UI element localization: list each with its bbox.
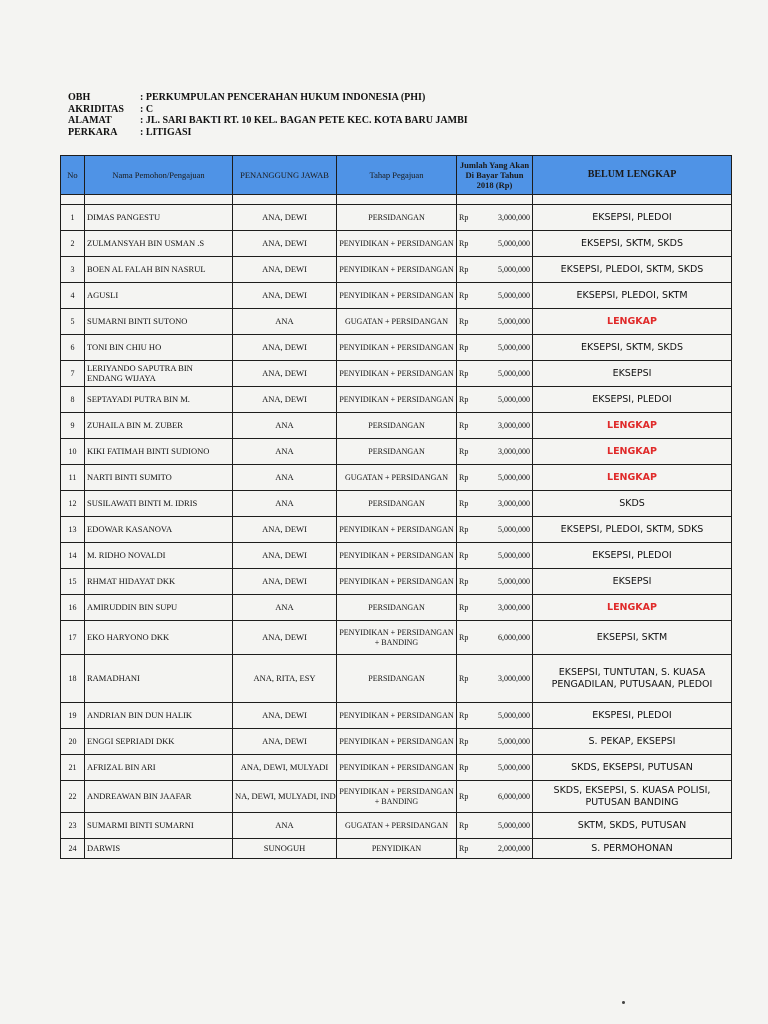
currency-label: Rp (459, 420, 469, 430)
payment-amount (457, 361, 533, 387)
applicant-name: ANDREAWAN BIN JAAFAR (85, 781, 233, 813)
table-row (61, 543, 732, 569)
payment-amount (457, 517, 533, 543)
submission-stage: PENYIDIKAN + PERSIDANGAN (337, 569, 457, 595)
table-row (61, 595, 732, 621)
applicant-name: BOEN AL FALAH BIN NASRUL (85, 257, 233, 283)
row-number: 9 (61, 413, 85, 439)
responsible-person: ANA, DEWI (233, 387, 337, 413)
missing-documents: LENGKAP (533, 465, 732, 491)
spacer-cell (533, 195, 732, 205)
applicant-name: LERIYANDO SAPUTRA BIN ENDANG WIJAYA (85, 361, 233, 387)
missing-documents: LENGKAP (533, 309, 732, 335)
table-row (61, 621, 732, 655)
applicant-table (60, 155, 732, 859)
spacer-cell (337, 195, 457, 205)
amount-value: 5,000,000 (498, 264, 530, 274)
missing-documents: EKSEPSI, SKTM (533, 621, 732, 655)
payment-amount (457, 205, 533, 231)
spacer-cell (61, 195, 85, 205)
currency-label: Rp (459, 632, 469, 642)
missing-documents: EKSEPSI, SKTM, SKDS (533, 231, 732, 257)
submission-stage: PERSIDANGAN (337, 439, 457, 465)
responsible-person: ANA, DEWI (233, 703, 337, 729)
payment-amount (457, 729, 533, 755)
spacer-cell (233, 195, 337, 205)
submission-stage: PENYIDIKAN + PERSIDANGAN (337, 257, 457, 283)
row-number: 22 (61, 781, 85, 813)
applicant-name: AGUSLI (85, 283, 233, 309)
missing-documents: EKSPESI, PLEDOI (533, 703, 732, 729)
applicant-name: EKO HARYONO DKK (85, 621, 233, 655)
amount-value: 3,000,000 (498, 446, 530, 456)
table-header-row (61, 156, 732, 195)
submission-stage: PERSIDANGAN (337, 413, 457, 439)
col-jumlah-header: Jumlah Yang Akan Di Bayar Tahun 2018 (Rp) (457, 156, 533, 195)
responsible-person: NA, DEWI, MULYADI, IND (233, 781, 337, 813)
applicant-name: AMIRUDDIN BIN SUPU (85, 595, 233, 621)
applicant-name: ANDRIAN BIN DUN HALIK (85, 703, 233, 729)
submission-stage: GUGATAN + PERSIDANGAN (337, 465, 457, 491)
amount-value: 3,000,000 (498, 420, 530, 430)
spacer-row (61, 195, 732, 205)
table-row (61, 491, 732, 517)
currency-label: Rp (459, 446, 469, 456)
row-number: 23 (61, 813, 85, 839)
responsible-person: ANA, DEWI (233, 621, 337, 655)
payment-amount (457, 569, 533, 595)
applicant-name: AFRIZAL BIN ARI (85, 755, 233, 781)
payment-amount (457, 491, 533, 517)
payment-amount (457, 387, 533, 413)
missing-documents: EKSEPSI, SKTM, SKDS (533, 335, 732, 361)
responsible-person: ANA (233, 439, 337, 465)
submission-stage: PENYIDIKAN + PERSIDANGAN (337, 283, 457, 309)
payment-amount (457, 703, 533, 729)
row-number: 19 (61, 703, 85, 729)
col-tahap-header: Tahap Pegajuan (337, 156, 457, 195)
payment-amount (457, 595, 533, 621)
submission-stage: PERSIDANGAN (337, 655, 457, 703)
responsible-person: ANA, DEWI (233, 569, 337, 595)
perkara-value: : LITIGASI (140, 126, 192, 138)
responsible-person: ANA (233, 813, 337, 839)
alamat-value: : JL. SARI BAKTI RT. 10 KEL. BAGAN PETE KEC. KOTA BARU JAMBI (140, 115, 468, 126)
currency-label: Rp (459, 238, 469, 248)
table-row (61, 231, 732, 257)
currency-label: Rp (459, 673, 469, 683)
amount-value: 5,000,000 (498, 820, 530, 830)
missing-documents: EKSEPSI, PLEDOI, SKTM, SKDS (533, 257, 732, 283)
currency-label: Rp (459, 368, 469, 378)
currency-label: Rp (459, 550, 469, 560)
row-number: 15 (61, 569, 85, 595)
table-row (61, 309, 732, 335)
currency-label: Rp (459, 524, 469, 534)
table-row (61, 257, 732, 283)
applicant-name: NARTI BINTI SUMITO (85, 465, 233, 491)
responsible-person: ANA, DEWI (233, 283, 337, 309)
currency-label: Rp (459, 820, 469, 830)
submission-stage: PERSIDANGAN (337, 491, 457, 517)
table-row (61, 781, 732, 813)
amount-value: 5,000,000 (498, 394, 530, 404)
alamat-label: ALAMAT (68, 115, 112, 126)
responsible-person: ANA, DEWI (233, 231, 337, 257)
row-number: 6 (61, 335, 85, 361)
amount-value: 6,000,000 (498, 632, 530, 642)
currency-label: Rp (459, 791, 469, 801)
submission-stage: PENYIDIKAN + PERSIDANGAN (337, 703, 457, 729)
currency-label: Rp (459, 316, 469, 326)
missing-documents: SKDS, EKSEPSI, S. KUASA POLISI, PUTUSAN BANDING (533, 781, 732, 813)
missing-documents: EKSEPSI, TUNTUTAN, S. KUASA PENGADILAN, PUTUSAAN, PLEDOI (533, 655, 732, 703)
row-number: 21 (61, 755, 85, 781)
table-row (61, 517, 732, 543)
submission-stage: PENYIDIKAN + PERSIDANGAN (337, 387, 457, 413)
row-number: 10 (61, 439, 85, 465)
currency-label: Rp (459, 342, 469, 352)
missing-documents: S. PEKAP, EKSEPSI (533, 729, 732, 755)
row-number: 16 (61, 595, 85, 621)
amount-value: 5,000,000 (498, 524, 530, 534)
payment-amount (457, 309, 533, 335)
responsible-person: ANA (233, 595, 337, 621)
missing-documents: EKSEPSI (533, 361, 732, 387)
applicant-name: ZULMANSYAH BIN USMAN .S (85, 231, 233, 257)
scan-speck (622, 1001, 625, 1004)
row-number: 2 (61, 231, 85, 257)
missing-documents: SKDS (533, 491, 732, 517)
amount-value: 5,000,000 (498, 576, 530, 586)
missing-documents: EKSEPSI, PLEDOI, SKTM, SDKS (533, 517, 732, 543)
amount-value: 5,000,000 (498, 290, 530, 300)
responsible-person: ANA (233, 413, 337, 439)
missing-documents: EKSEPSI, PLEDOI (533, 543, 732, 569)
responsible-person: ANA (233, 309, 337, 335)
perkara-label: PERKARA (68, 126, 118, 138)
payment-amount (457, 231, 533, 257)
table-row (61, 205, 732, 231)
submission-stage: PENYIDIKAN + PERSIDANGAN (337, 517, 457, 543)
payment-amount (457, 439, 533, 465)
row-number: 18 (61, 655, 85, 703)
submission-stage: PENYIDIKAN (337, 839, 457, 859)
payment-amount (457, 335, 533, 361)
payment-amount (457, 413, 533, 439)
amount-value: 5,000,000 (498, 368, 530, 378)
applicant-name: ENGGI SEPRIADI DKK (85, 729, 233, 755)
obh-value: : PERKUMPULAN PENCERAHAN HUKUM INDONESIA (PHI) (140, 92, 426, 103)
submission-stage: PERSIDANGAN (337, 205, 457, 231)
payment-amount (457, 839, 533, 859)
responsible-person: ANA, DEWI (233, 543, 337, 569)
table-row (61, 813, 732, 839)
submission-stage: PENYIDIKAN + PERSIDANGAN (337, 729, 457, 755)
table-body (61, 195, 732, 859)
currency-label: Rp (459, 498, 469, 508)
missing-documents: LENGKAP (533, 413, 732, 439)
missing-documents: S. PERMOHONAN (533, 839, 732, 859)
responsible-person: ANA, DEWI (233, 205, 337, 231)
responsible-person: ANA, DEWI (233, 361, 337, 387)
payment-amount (457, 543, 533, 569)
amount-value: 3,000,000 (498, 602, 530, 612)
submission-stage: PENYIDIKAN + PERSIDANGAN (337, 231, 457, 257)
akreditas-value: : C (140, 103, 154, 115)
amount-value: 6,000,000 (498, 791, 530, 801)
applicant-name: SUSILAWATI BINTI M. IDRIS (85, 491, 233, 517)
row-number: 14 (61, 543, 85, 569)
amount-value: 3,000,000 (498, 498, 530, 508)
document-header (68, 92, 468, 138)
payment-amount (457, 283, 533, 309)
amount-value: 3,000,000 (498, 212, 530, 222)
applicant-name: DARWIS (85, 839, 233, 859)
missing-documents: SKTM, SKDS, PUTUSAN (533, 813, 732, 839)
row-number: 8 (61, 387, 85, 413)
table-row (61, 361, 732, 387)
amount-value: 2,000,000 (498, 843, 530, 853)
responsible-person: ANA (233, 491, 337, 517)
missing-documents: EKSEPSI, PLEDOI (533, 205, 732, 231)
payment-amount (457, 755, 533, 781)
payment-amount (457, 813, 533, 839)
table-row (61, 413, 732, 439)
amount-value: 5,000,000 (498, 762, 530, 772)
row-number: 4 (61, 283, 85, 309)
spacer-cell (457, 195, 533, 205)
col-nama-header: Nama Pemohon/Pengajuan (85, 156, 233, 195)
payment-amount (457, 257, 533, 283)
submission-stage: PENYIDIKAN + PERSIDANGAN + BANDING (337, 621, 457, 655)
applicant-name: SEPTAYADI PUTRA BIN M. (85, 387, 233, 413)
amount-value: 5,000,000 (498, 342, 530, 352)
row-number: 17 (61, 621, 85, 655)
amount-value: 5,000,000 (498, 710, 530, 720)
applicant-name: EDOWAR KASANOVA (85, 517, 233, 543)
applicant-name: SUMARNI BINTI SUTONO (85, 309, 233, 335)
row-number: 7 (61, 361, 85, 387)
currency-label: Rp (459, 602, 469, 612)
row-number: 24 (61, 839, 85, 859)
payment-amount (457, 781, 533, 813)
payment-amount (457, 621, 533, 655)
row-number: 3 (61, 257, 85, 283)
applicant-name: RAMADHANI (85, 655, 233, 703)
currency-label: Rp (459, 264, 469, 274)
applicant-name: DIMAS PANGESTU (85, 205, 233, 231)
currency-label: Rp (459, 710, 469, 720)
table-row (61, 283, 732, 309)
currency-label: Rp (459, 290, 469, 300)
currency-label: Rp (459, 736, 469, 746)
row-number: 12 (61, 491, 85, 517)
amount-value: 5,000,000 (498, 550, 530, 560)
table-row (61, 439, 732, 465)
row-number: 13 (61, 517, 85, 543)
table-row (61, 335, 732, 361)
responsible-person: ANA (233, 465, 337, 491)
submission-stage: GUGATAN + PERSIDANGAN (337, 813, 457, 839)
submission-stage: PENYIDIKAN + PERSIDANGAN (337, 543, 457, 569)
submission-stage: PENYIDIKAN + PERSIDANGAN (337, 755, 457, 781)
amount-value: 3,000,000 (498, 673, 530, 683)
col-no-header: No (61, 156, 85, 195)
missing-documents: EKSEPSI, PLEDOI, SKTM (533, 283, 732, 309)
row-number: 20 (61, 729, 85, 755)
currency-label: Rp (459, 212, 469, 222)
amount-value: 5,000,000 (498, 316, 530, 326)
responsible-person: ANA, DEWI, MULYADI (233, 755, 337, 781)
responsible-person: SUNOGUH (233, 839, 337, 859)
currency-label: Rp (459, 472, 469, 482)
akreditas-label: AKRIDITAS (68, 103, 124, 115)
table-row (61, 387, 732, 413)
spacer-cell (85, 195, 233, 205)
submission-stage: GUGATAN + PERSIDANGAN (337, 309, 457, 335)
responsible-person: ANA, DEWI (233, 335, 337, 361)
table-row (61, 703, 732, 729)
submission-stage: PENYIDIKAN + PERSIDANGAN (337, 361, 457, 387)
applicant-name: TONI BIN CHIU HO (85, 335, 233, 361)
payment-amount (457, 655, 533, 703)
applicant-name: KIKI FATIMAH BINTI SUDIONO (85, 439, 233, 465)
responsible-person: ANA, DEWI (233, 729, 337, 755)
missing-documents: LENGKAP (533, 439, 732, 465)
table-row (61, 569, 732, 595)
table-row (61, 839, 732, 859)
amount-value: 5,000,000 (498, 736, 530, 746)
amount-value: 5,000,000 (498, 472, 530, 482)
currency-label: Rp (459, 576, 469, 586)
amount-value: 5,000,000 (498, 238, 530, 248)
table-row (61, 655, 732, 703)
responsible-person: ANA, DEWI (233, 517, 337, 543)
row-number: 11 (61, 465, 85, 491)
table-row (61, 729, 732, 755)
currency-label: Rp (459, 394, 469, 404)
submission-stage: PERSIDANGAN (337, 595, 457, 621)
currency-label: Rp (459, 843, 469, 853)
currency-label: Rp (459, 762, 469, 772)
applicant-name: RHMAT HIDAYAT DKK (85, 569, 233, 595)
table-row (61, 755, 732, 781)
missing-documents: LENGKAP (533, 595, 732, 621)
missing-documents: EKSEPSI (533, 569, 732, 595)
submission-stage: PENYIDIKAN + PERSIDANGAN + BANDING (337, 781, 457, 813)
table-row (61, 465, 732, 491)
col-pj-header: PENANGGUNG JAWAB (233, 156, 337, 195)
applicant-name: SUMARMI BINTI SUMARNI (85, 813, 233, 839)
applicant-name: ZUHAILA BIN M. ZUBER (85, 413, 233, 439)
applicant-name: M. RIDHO NOVALDI (85, 543, 233, 569)
obh-label: OBH (68, 92, 91, 103)
responsible-person: ANA, DEWI (233, 257, 337, 283)
row-number: 5 (61, 309, 85, 335)
missing-documents: SKDS, EKSEPSI, PUTUSAN (533, 755, 732, 781)
missing-documents: EKSEPSI, PLEDOI (533, 387, 732, 413)
payment-amount (457, 465, 533, 491)
row-number: 1 (61, 205, 85, 231)
submission-stage: PENYIDIKAN + PERSIDANGAN (337, 335, 457, 361)
responsible-person: ANA, RITA, ESY (233, 655, 337, 703)
col-belum-header: BELUM LENGKAP (533, 156, 732, 195)
